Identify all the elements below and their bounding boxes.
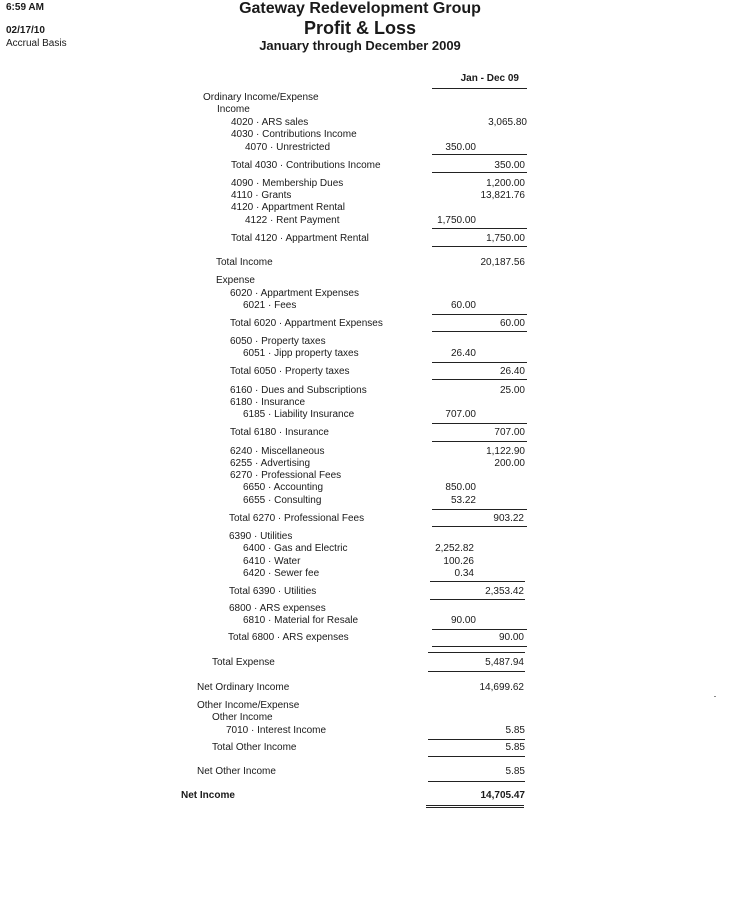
report-row (0, 790, 749, 802)
subtotal-rule (428, 671, 525, 672)
report-row (0, 104, 749, 116)
row-amount: 60.00 (450, 300, 476, 311)
row-label: 6185 · Liability Insurance (243, 409, 355, 420)
report-row (0, 700, 749, 712)
report-row (0, 160, 749, 172)
row-amount: 2,252.82 (435, 543, 474, 554)
report-row (0, 568, 749, 580)
subtotal-rule (432, 629, 527, 630)
report-row (0, 92, 749, 104)
subtotal-rule (432, 154, 527, 155)
subtotal-rule (432, 379, 527, 380)
row-label: 6650 · Accounting (243, 482, 324, 493)
row-label: Total Expense (212, 657, 275, 668)
report-row (0, 470, 749, 482)
row-label: Net Income (181, 790, 235, 801)
subtotal-rule (432, 509, 527, 510)
report-row (0, 446, 749, 458)
row-label: 6255 · Advertising (230, 458, 311, 469)
row-amount: 5.85 (505, 725, 525, 736)
subtotal-rule (432, 331, 527, 332)
report-row (0, 397, 749, 409)
row-amount: 3,065.80 (488, 117, 527, 128)
row-label: 4120 · Appartment Rental (231, 202, 345, 213)
subtotal-rule (432, 526, 527, 527)
column-header: Jan - Dec 09 (460, 73, 519, 84)
row-label: Total 4030 · Contributions Income (231, 160, 381, 171)
report-title: Profit & Loss (303, 18, 416, 38)
row-amount: 903.22 (493, 513, 524, 524)
subtotal-rule (432, 441, 527, 442)
report-row (0, 657, 749, 669)
report-row (0, 632, 749, 644)
row-amount: 14,699.62 (479, 682, 524, 693)
report-row (0, 482, 749, 494)
row-amount: 20,187.56 (480, 257, 525, 268)
row-label: 6420 · Sewer fee (243, 568, 320, 579)
row-label: 6240 · Miscellaneous (230, 446, 325, 457)
row-amount: 26.40 (450, 348, 476, 359)
subtotal-rule (432, 646, 527, 647)
report-row (0, 190, 749, 202)
row-label: Total 6390 · Utilities (229, 586, 317, 597)
double-total-rule (426, 805, 524, 808)
subtotal-rule (432, 362, 527, 363)
row-label: Total Income (216, 257, 273, 268)
report-row (0, 615, 749, 627)
row-amount: 25.00 (499, 385, 525, 396)
report-row (0, 275, 749, 287)
report-row (0, 288, 749, 300)
report-row (0, 495, 749, 507)
row-label: 6655 · Consulting (243, 495, 322, 506)
row-label: 6400 · Gas and Electric (243, 543, 348, 554)
row-amount: 707.00 (494, 427, 525, 438)
row-label: 6270 · Professional Fees (230, 470, 342, 481)
report-row (0, 257, 749, 269)
row-label: Other Income/Expense (197, 700, 300, 711)
subtotal-rule (428, 652, 525, 653)
row-label: 4090 · Membership Dues (231, 178, 344, 189)
report-row (0, 178, 749, 190)
row-amount: 90.00 (450, 615, 476, 626)
row-label: Net Other Income (197, 766, 276, 777)
row-amount: 60.00 (499, 318, 525, 329)
subtotal-rule (432, 314, 527, 315)
report-row (0, 458, 749, 470)
row-amount: 53.22 (450, 495, 476, 506)
report-row (0, 202, 749, 214)
row-label: 6020 · Appartment Expenses (230, 288, 359, 299)
print-date: 02/17/10 (6, 25, 45, 36)
row-label: 4070 · Unrestricted (245, 142, 331, 153)
row-label: Total Other Income (212, 742, 297, 753)
row-amount: 1,122.90 (486, 446, 525, 457)
report-row (0, 409, 749, 421)
subtotal-rule (432, 172, 527, 173)
row-label: 6800 · ARS expenses (229, 603, 326, 614)
report-row (0, 142, 749, 154)
report-row (0, 531, 749, 543)
report-row (0, 348, 749, 360)
company-name: Gateway Redevelopment Group (239, 0, 481, 17)
row-amount: 5.85 (505, 742, 525, 753)
row-label: Net Ordinary Income (197, 682, 290, 693)
row-amount: 5,487.94 (485, 657, 524, 668)
report-row (0, 742, 749, 754)
row-label: Total 4120 · Appartment Rental (231, 233, 369, 244)
accounting-basis: Accrual Basis (6, 38, 67, 49)
report-row (0, 215, 749, 227)
row-amount: 90.00 (498, 632, 524, 643)
row-label: 6021 · Fees (243, 300, 297, 311)
row-label: Income (217, 104, 250, 115)
report-row (0, 129, 749, 141)
row-amount: 0.34 (454, 568, 474, 579)
row-label: Total 6020 · Appartment Expenses (230, 318, 383, 329)
row-label: Ordinary Income/Expense (203, 92, 319, 103)
subtotal-rule (428, 739, 525, 740)
row-amount: 100.26 (443, 556, 474, 567)
report-row (0, 233, 749, 245)
report-row (0, 603, 749, 615)
row-amount: 1,200.00 (486, 178, 525, 189)
report-row (0, 336, 749, 348)
subtotal-rule (432, 228, 527, 229)
report-row (0, 543, 749, 555)
row-label: 6810 · Material for Resale (243, 615, 359, 626)
subtotal-rule (432, 423, 527, 424)
report-row (0, 385, 749, 397)
row-amount: 5.85 (505, 766, 525, 777)
row-amount: 1,750.00 (437, 215, 476, 226)
subtotal-rule (428, 756, 525, 757)
row-amount: 13,821.76 (480, 190, 525, 201)
report-row (0, 366, 749, 378)
print-time: 6:59 AM (6, 2, 44, 13)
row-amount: 350.00 (494, 160, 525, 171)
subtotal-rule (430, 581, 525, 582)
row-amount: 14,705.47 (480, 790, 525, 801)
subtotal-rule (428, 781, 525, 782)
row-label: 4110 · Grants (231, 190, 292, 201)
report-row (0, 117, 749, 129)
row-label: 6160 · Dues and Subscriptions (230, 385, 367, 396)
report-period: January through December 2009 (259, 38, 461, 53)
scan-speck (714, 696, 716, 697)
report-row (0, 318, 749, 330)
report-row (0, 427, 749, 439)
row-amount: 1,750.00 (486, 233, 525, 244)
report-row (0, 725, 749, 737)
row-label: Total 6050 · Property taxes (230, 366, 350, 377)
row-label: 4020 · ARS sales (231, 117, 309, 128)
row-label: Total 6270 · Professional Fees (229, 513, 365, 524)
report-row (0, 586, 749, 598)
subtotal-rule (430, 599, 525, 600)
row-amount: 850.00 (445, 482, 476, 493)
row-label: 6410 · Water (243, 556, 301, 567)
report-row (0, 712, 749, 724)
row-label: Expense (216, 275, 255, 286)
row-amount: 707.00 (445, 409, 476, 420)
report-row (0, 766, 749, 778)
row-label: 6180 · Insurance (230, 397, 306, 408)
subtotal-rule (432, 246, 527, 247)
row-amount: 2,353.42 (485, 586, 524, 597)
row-amount: 200.00 (494, 458, 525, 469)
report-row (0, 556, 749, 568)
row-label: 6050 · Property taxes (230, 336, 326, 347)
row-label: 4122 · Rent Payment (245, 215, 340, 226)
row-label: 4030 · Contributions Income (231, 129, 357, 140)
row-label: Other Income (212, 712, 273, 723)
report-row (0, 513, 749, 525)
row-label: 6051 · Jipp property taxes (243, 348, 359, 359)
row-label: 6390 · Utilities (229, 531, 293, 542)
column-header-rule (432, 88, 527, 89)
report-row (0, 682, 749, 694)
row-amount: 26.40 (499, 366, 525, 377)
row-label: Total 6180 · Insurance (230, 427, 329, 438)
row-label: Total 6800 · ARS expenses (228, 632, 349, 643)
row-label: 7010 · Interest Income (226, 725, 327, 736)
row-amount: 350.00 (445, 142, 476, 153)
report-row (0, 300, 749, 312)
